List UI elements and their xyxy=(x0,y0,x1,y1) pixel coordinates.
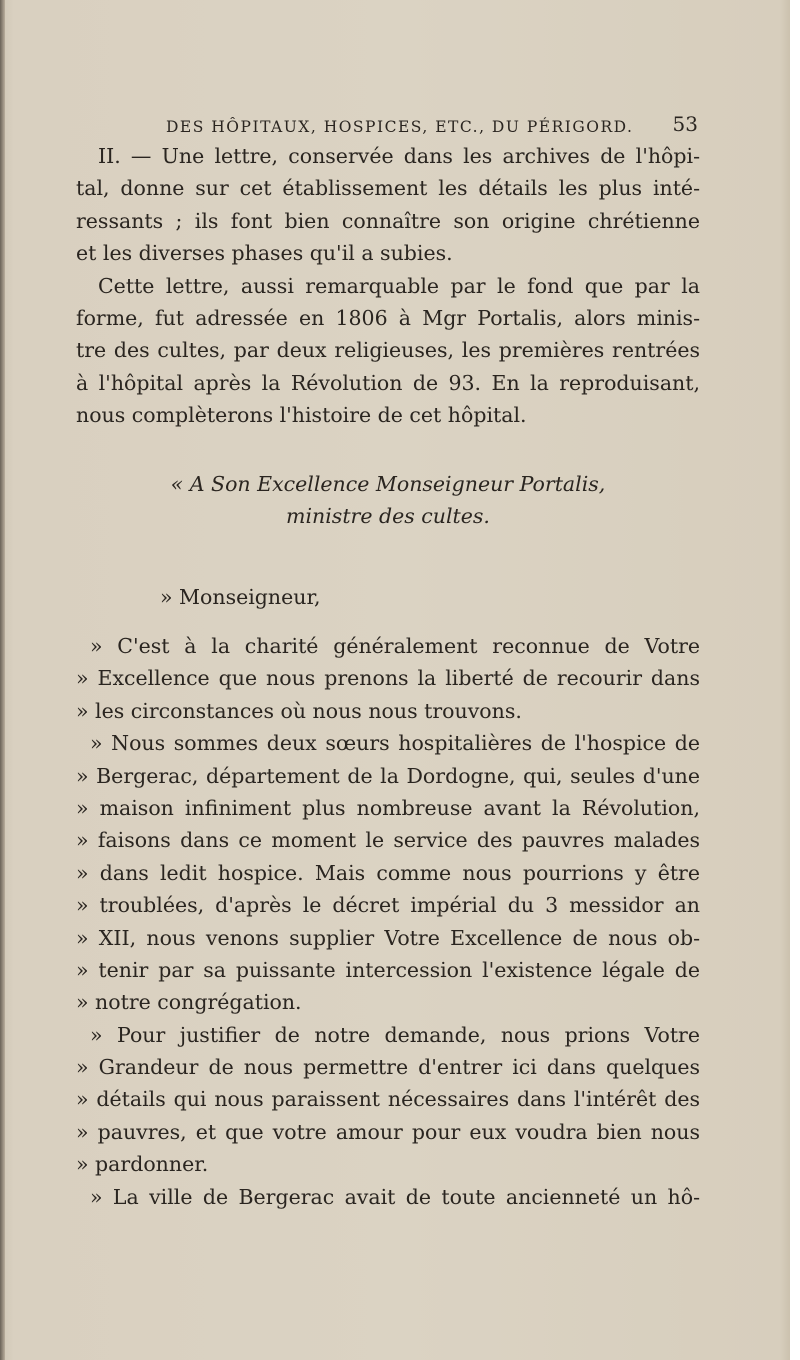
body-text xyxy=(76,140,700,432)
paragraph-line: forme, fut adressée en 1806 à Mgr Portalis, alors minis- xyxy=(76,305,700,330)
letter-line: » détails qui nous paraissent nécessaires dans l'intérêt des xyxy=(76,1087,700,1112)
letter-line: » XII, nous venons supplier Votre Excellence de nous ob- xyxy=(76,925,700,950)
letter-line: » tenir par sa puissante intercession l'existence légale de xyxy=(76,957,700,982)
paragraph-line: nous complèterons l'histoire de cet hôpital. xyxy=(76,403,527,428)
letter-line: » Bergerac, département de la Dordogne, qui, seules d'une xyxy=(76,763,700,788)
paragraph-line: tal, donne sur cet établissement les détails les plus inté- xyxy=(76,176,700,201)
letter-line: » Grandeur de nous permettre d'entrer ici dans quelques xyxy=(76,1055,700,1080)
letter-line: » les circonstances où nous nous trouvons. xyxy=(76,698,522,723)
letter-line: » maison infiniment plus nombreuse avant la Révolution, xyxy=(76,795,700,820)
letter-line: » Pour justifier de notre demande, nous prions Votre xyxy=(90,1022,700,1047)
letter-line: » pauvres, et que votre amour pour eux voudra bien nous xyxy=(76,1119,700,1144)
letter-line: » dans ledit hospice. Mais comme nous pourrions y être xyxy=(76,860,700,885)
letter-line: » Excellence que nous prenons la liberté de recourir dans xyxy=(76,666,700,691)
letter-line: » notre congrégation. xyxy=(76,990,302,1015)
address-line-1: « A Son Excellence Monseigneur Portalis, xyxy=(170,472,606,496)
paragraph-line: ressants ; ils font bien connaître son origine chrétienne xyxy=(76,208,700,233)
letter-line: » C'est à la charité généralement reconnue de Votre xyxy=(90,634,700,658)
paragraph-line: Cette lettre, aussi remarquable par le fond que par la xyxy=(98,273,700,298)
letter-line: » faisons dans ce moment le service des pauvres malades xyxy=(76,828,700,853)
running-title: DES HÔPITAUX, HOSPICES, ETC., DU PÉRIGORD. xyxy=(166,118,634,136)
letter-salutation: » Monseigneur, xyxy=(160,585,321,609)
paragraph-line: II. — Une lettre, conservée dans les archives de l'hôpi- xyxy=(98,144,700,168)
paragraph-line: tre des cultes, par deux religieuses, les premières rentrées xyxy=(76,338,700,363)
paragraph-line: à l'hôpital après la Révolution de 93. En la reproduisant, xyxy=(76,370,700,395)
letter-line: » pardonner. xyxy=(76,1152,209,1177)
letter-address xyxy=(76,468,700,532)
address-line-2: ministre des cultes. xyxy=(286,504,490,528)
paragraph-line: et les diverses phases qu'il a subies. xyxy=(76,241,453,266)
page-number: 53 xyxy=(672,112,698,136)
letter-line: » Nous sommes deux sœurs hospitalières de l'hospice de xyxy=(90,731,700,756)
letter-line: » La ville de Bergerac avait de toute ancienneté un hô- xyxy=(90,1184,700,1209)
running-head xyxy=(76,112,700,140)
letter-line: » troublées, d'après le décret impérial du 3 messidor an xyxy=(76,893,700,918)
letter-body xyxy=(76,630,700,1213)
page-binding-edge xyxy=(0,0,5,1360)
